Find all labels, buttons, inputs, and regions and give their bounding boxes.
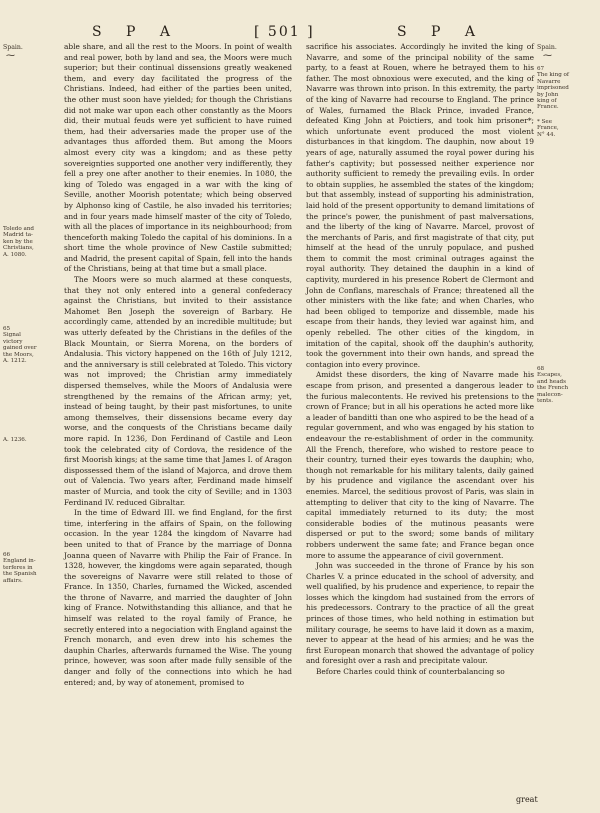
paragraph: able share, and all the rest to the Moors. In point of wealth and real power, both by land and sea, the Moors were much superior; but their continual dissensions greatly weakened them, and every day facilitated the progress of the Christians. Indeed, had either of the parties been united, the other must soon have yielded; for though the Christians did not make war upon each other constantly as the Moors did, their mutual feuds were yet sufficient to have ruined them, had their adversaries made the proper use of the advantages thus afforded them. But among the Moors almost every city was a kingdom; and as these petty sovereignties supported one another very indifferently, they fell a prey one after another to their enemies. In 1080, the king of Toledo was engaged in a war with the king of Seville, another Moorish potentate; which being observed by Alphonso king of Castile, he also invaded his territories; and in four years made himself master of the city of Toledo, with all the places of importance in its neighbourhood; from thenceforth making Toledo the capital of his dominions. In a short time the whole province of New Castile submitted; and Madrid, the present capital of Spain, fell into the hands of the Christians, being at that time but a small place.: [64, 42, 292, 274]
running-head-left: S P A: [92, 24, 181, 40]
margin-note-spain-left: Spain.: [3, 44, 23, 51]
margin-note-68: 68 Escapes, and heads the French malecon- tents.: [537, 366, 569, 405]
paragraph: John was succeeded in the throne of France by his son Charles V. a prince educated in the school of adversity, and well qualified, by his prudence and experience, to repair the losses which the kingdom had sustained from the errors of his predecessors. Contrary to the practice of all the great princes of those times, who held nothing in estimation but military courage, he seems to have laid it down as a maxim, never to appear at the head of his armies; and he was the first European monarch that showed the advantage of policy and foresight over a rash and precipitate valour.: [306, 561, 534, 666]
margin-note-spain-right: Spain.: [537, 44, 557, 51]
catchword: great: [516, 795, 538, 804]
page-number: [ 501 ]: [254, 24, 315, 40]
margin-note-1236: A. 1236.: [3, 437, 27, 443]
margin-note-65: 65 Signal victory gained over the Moors, A. 1212.: [3, 326, 37, 365]
column-right: [306, 42, 534, 678]
paragraph: In the time of Edward III. we find England, for the first time, interfering in the affairs of Spain, on the following occasion. In the year 1284 the kingdom of Navarre had been united to that of France by the marriage of Donna Joanna queen of Navarre with Philip the Fair of France. In 1328, however, the kingdoms were again separated, though the sovereigns of Navarre were still related to those of France. In 1350, Charles, furnamed the Wicked, ascended the throne of Navarre, and married the daughter of John king of France. Notwithstanding this alliance, and that he himself was related to the royal family of France, he secretly entered into a negociation with England against the French monarch, and even drew into his schemes the dauphin Charles, afterwards furnamed the Wise. The young prince, however, was soon after made fully sensible of the danger and folly of the connections into which he had entered; and, by way of atonement, promised to: [64, 508, 292, 687]
margin-note-see-france: * See France, N° 44.: [537, 119, 559, 138]
paragraph: The Moors were so much alarmed at these conquests, that they not only entered into a general confederacy against the Christians, but invited to their assistance Mahomet Ben Joseph the sovereign of Barbary. He accordingly came, attended by an incredible multitude; but was utterly defeated by the Christians in the defiles of the Black Mountain, or Sierra Morena, on the borders of Andalusia. This victory happened on the 16th of July 1212, and the anniversary is still celebrated at Toledo. This victory was not improved; the Christian army immediately dispersed themselves, while the Moors of Andalusia were strengthened by the remains of the African army; yet, instead of being taught, by their past misfortunes, to unite among themselves, their dissensions became every day worse, and the conquests of the Christians became daily more rapid. In 1236, Don Ferdinand of Castile and Leon took the celebrated city of Cordova, the residence of the first Moorish kings; at the same time that James I. of Aragon dispossessed them of the island of Majorca, and drove them out of Valencia. Two years after, Ferdinand made himself master of Murcia, and took the city of Seville; and in 1303 Ferdinand IV. reduced Gibraltar.: [64, 275, 292, 507]
margin-note-1080: Toledo and Madrid ta- ken by the Christians, A. 1080.: [3, 226, 35, 258]
paragraph: Before Charles could think of counterbalancing so: [316, 667, 505, 677]
column-left: [64, 42, 292, 688]
paragraph: sacrifice his associates. Accordingly he invited the king of Navarre, and some of the principal nobility of the same party, to a feast at Rouen, where he betrayed them to his father. The most obnoxious were executed, and the king of Navarre was thrown into prison. In this extremity, the party of the king of Navarre had recourse to England. The prince of Wales, furnamed the Black Prince, invaded France, defeated King John at Poictiers, and took him prisoner*; which unfortunate event produced the most violent disturbances in that kingdom. The dauphin, now about 19 years of age, naturally assumed the royal power during his father's captivity; but possessed neither experience nor authority sufficient to remedy the prevailing evils. In order to obtain supplies, he assembled the states of the kingdom; but that assembly, instead of supporting his administration, laid hold of the present opportunity to demand limitations of the prince's power, the punishment of past malversations, and the liberty of the king of Navarre. Marcel, provost of the merchants of Paris, and first magistrate of that city, put himself at the head of the unruly populace, and pushed them to commit the most criminal outrages against the royal authority. They detained the dauphin in a kind of captivity, murdered in his presence Robert de Clermont and John de Conflans, mareschals of France; threatened all the other ministers with the like fate; and when Charles, who had been obliged to temporize and dissemble, made his escape from their hands, they levied war against him, and openly rebelled. The other cities of the kingdom, in imitation of the capital, shook off the dauphin's authority, took the government into their own hands, and spread the contagion into every province.: [306, 42, 534, 369]
margin-flourish-icon: ⁓: [6, 51, 15, 61]
margin-note-67: 67 The king of Navarre imprisoned by John king of France.: [537, 66, 570, 111]
running-head-right: S P A: [397, 24, 486, 40]
margin-flourish-icon: ⁓: [543, 51, 552, 61]
paragraph: Amidst these disorders, the king of Navarre made his escape from prison, and presented a dangerous leader to the furious malecontents. He revived his pretensions to the crown of France; but in all his operations he acted more like a leader of banditti than one who aspired to be the head of a regular government, and who was engaged by his station to endeavour the re-establishment of order in the community. All the French, therefore, who wished to restore peace to their country, turned their eyes towards the dauphin; who, though not remarkable for his military talents, daily gained by his prudence and vigilance the ascendant over his enemies. Marcel, the seditious provost of Paris, was slain in attempting to deliver that city to the king of Navarre. The capital immediately returned to its duty; the most considerable bodies of the mutinous peasants were dispersed or put to the sword; some bands of military robbers underwent the same fate; and France began once more to assume the appearance of civil government.: [306, 370, 534, 560]
margin-note-66: 66 England in- terferes in the Spanish affairs.: [3, 552, 37, 584]
